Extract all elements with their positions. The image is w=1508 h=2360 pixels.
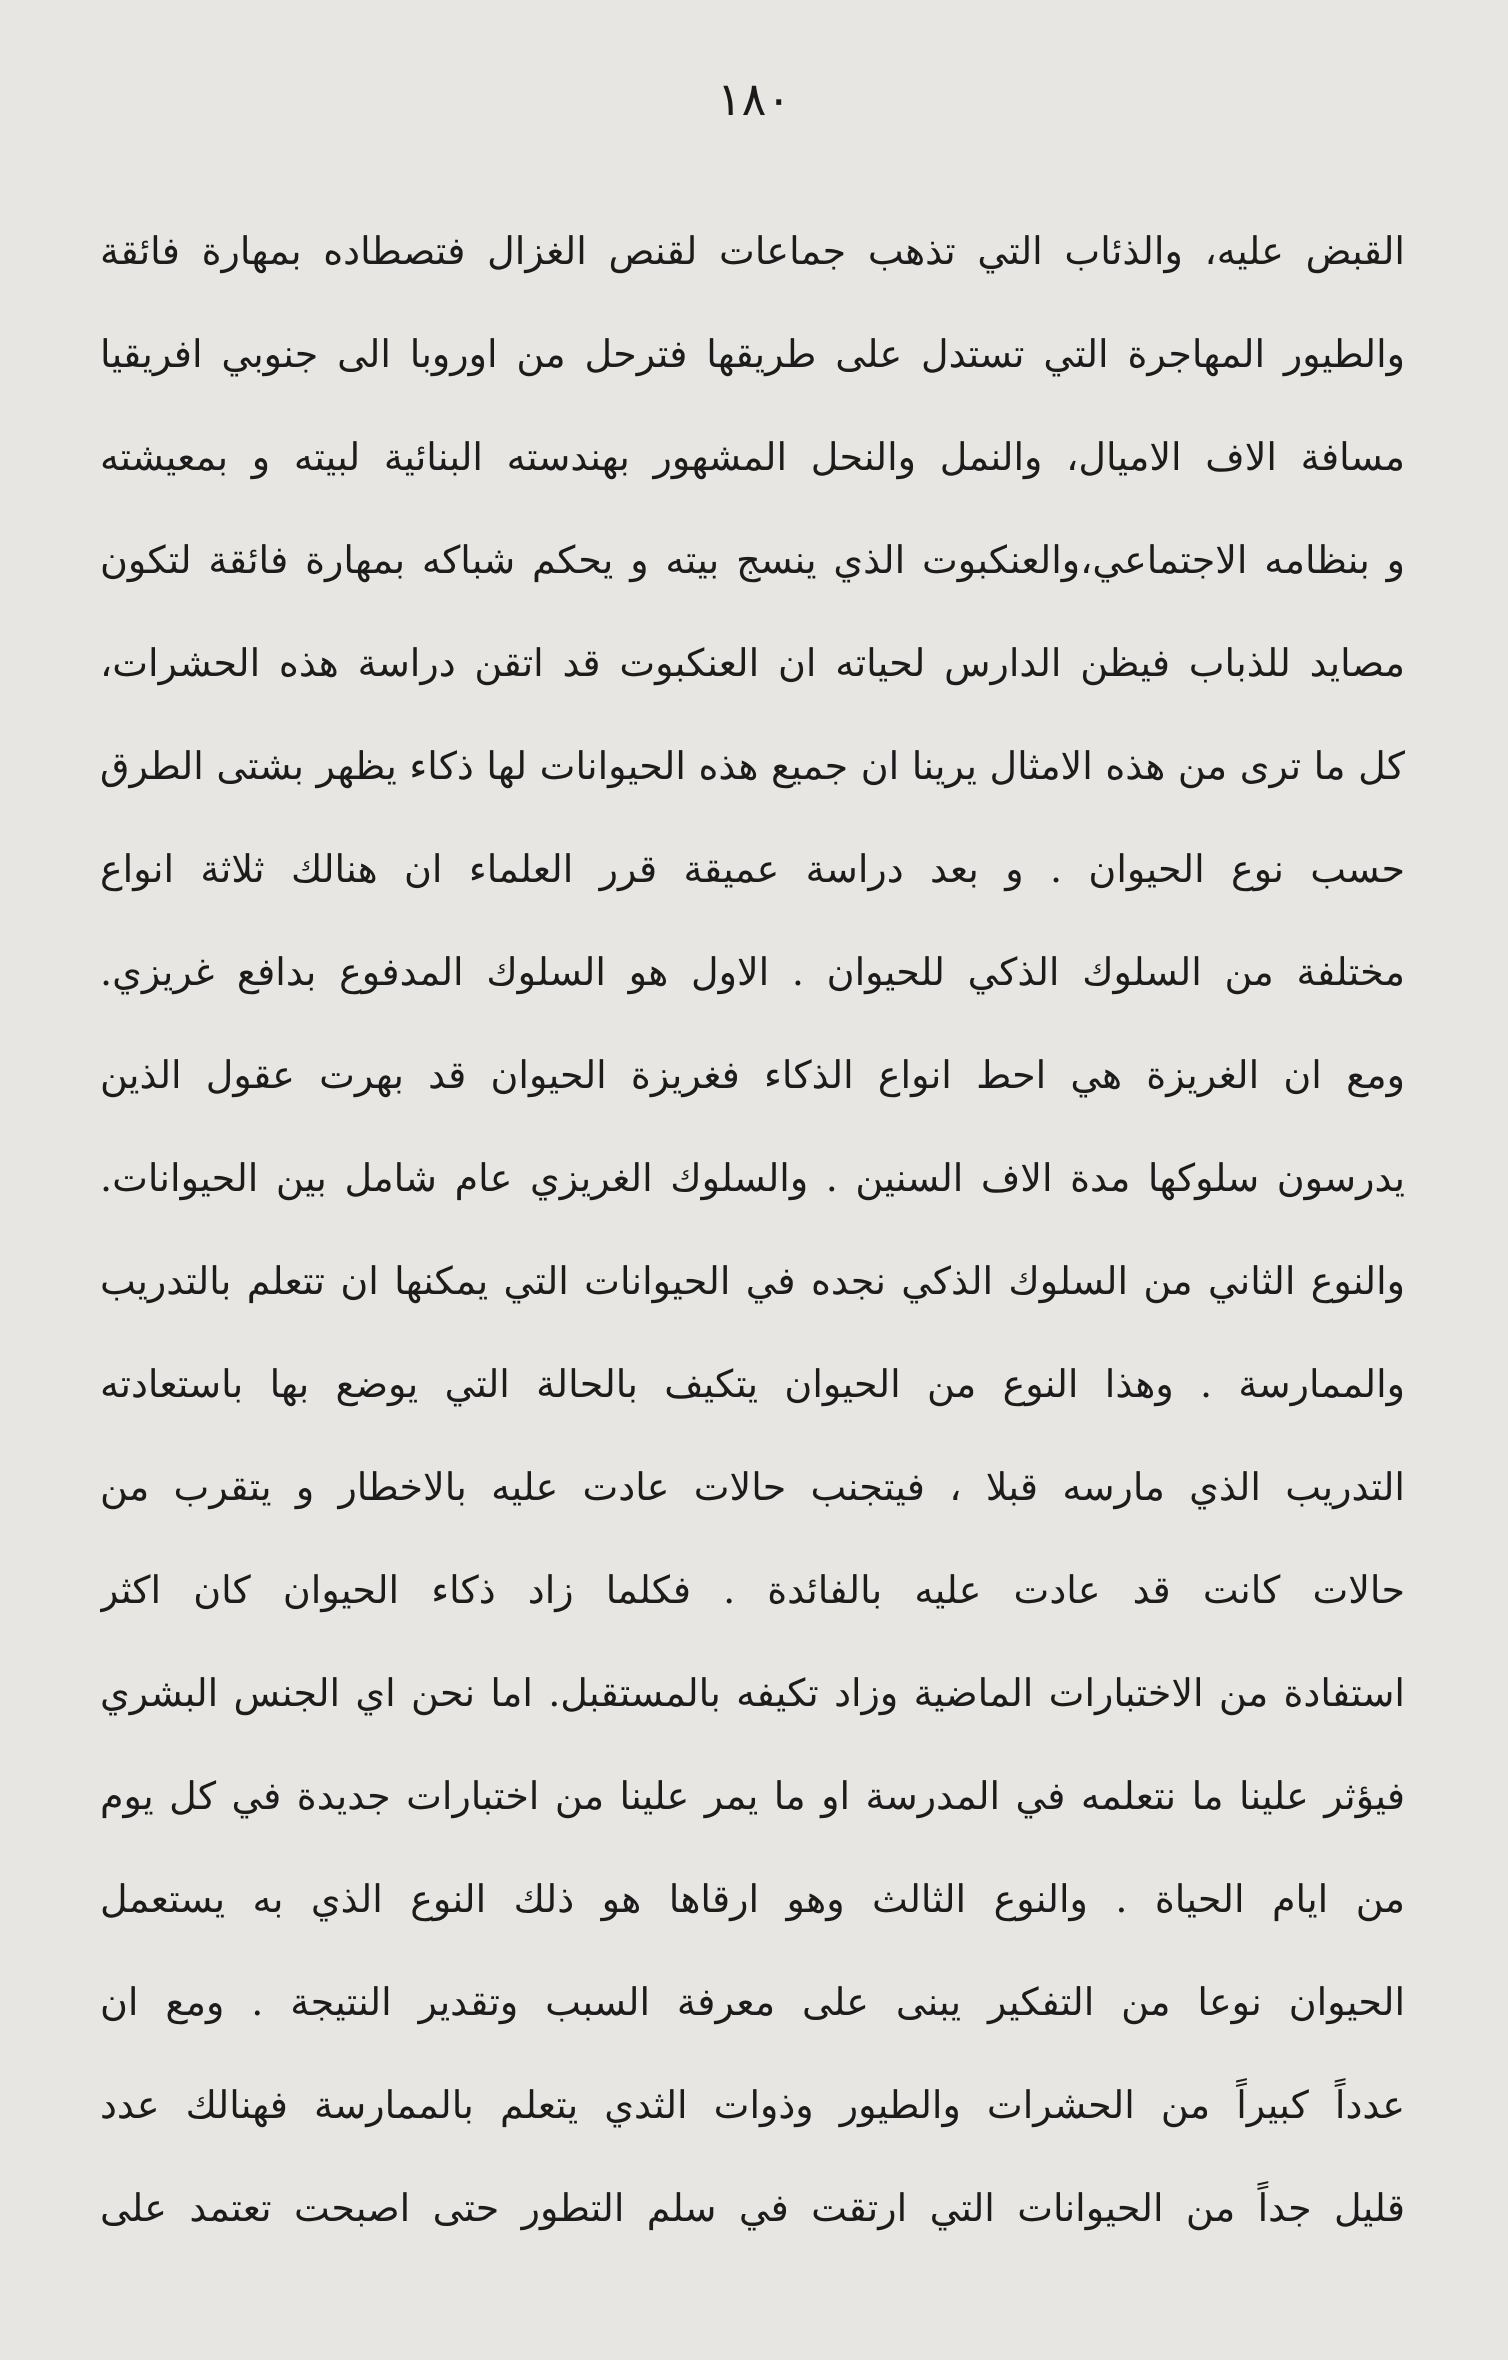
text-line: والنوع الثاني من السلوك الذكي نجده في الحيوانات التي يمكنها ان تتعلم بالتدريب xyxy=(100,1259,1405,1303)
text-line: مصايد للذباب فيظن الدارس لحياته ان العنكبوت قد اتقن دراسة هذه الحشرات، xyxy=(100,641,1405,685)
text-line: كل ما ترى من هذه الامثال يرينا ان جميع هذه الحيوانات لها ذكاء يظهر بشتى الطرق xyxy=(100,744,1405,788)
text-line: مختلفة من السلوك الذكي للحيوان . الاول هو السلوك المدفوع بدافع غريزي. xyxy=(100,950,1405,994)
text-line: مسافة الاف الاميال، والنمل والنحل المشهور بهندسته البنائية لبيته و بمعيشته xyxy=(100,435,1405,479)
text-line: يدرسون سلوكها مدة الاف السنين . والسلوك الغريزي عام شامل بين الحيوانات. xyxy=(100,1156,1405,1200)
body-text xyxy=(100,200,1405,2260)
text-line: عدداً كبيراً من الحشرات والطيور وذوات الثدي يتعلم بالممارسة فهنالك عدد xyxy=(100,2083,1405,2127)
page-number: ١٨٠ xyxy=(716,72,792,126)
text-line: القبض عليه، والذئاب التي تذهب جماعات لقنص الغزال فتصطاده بمهارة فائقة xyxy=(100,229,1405,273)
text-line: حسب نوع الحيوان . و بعد دراسة عميقة قرر العلماء ان هنالك ثلاثة انواع xyxy=(100,847,1405,891)
text-line: والممارسة . وهذا النوع من الحيوان يتكيف بالحالة التي يوضع بها باستعادته xyxy=(100,1362,1405,1406)
text-line: استفادة من الاختبارات الماضية وزاد تكيفه بالمستقبل. اما نحن اي الجنس البشري xyxy=(100,1671,1405,1715)
text-line: حالات كانت قد عادت عليه بالفائدة . فكلما زاد ذكاء الحيوان كان اكثر xyxy=(100,1568,1405,1612)
text-line: قليل جداً من الحيوانات التي ارتقت في سلم التطور حتى اصبحت تعتمد على xyxy=(100,2186,1405,2230)
text-line: و بنظامه الاجتماعي،والعنكبوت الذي ينسج بيته و يحكم شباكه بمهارة فائقة لتكون xyxy=(100,538,1405,582)
text-line: الحيوان نوعا من التفكير يبنى على معرفة السبب وتقدير النتيجة . ومع ان xyxy=(100,1980,1405,2024)
text-line: ومع ان الغريزة هي احط انواع الذكاء فغريزة الحيوان قد بهرت عقول الذين xyxy=(100,1053,1405,1097)
text-line: التدريب الذي مارسه قبلا ، فيتجنب حالات عادت عليه بالاخطار و يتقرب من xyxy=(100,1465,1405,1509)
text-line: من ايام الحياة . والنوع الثالث وهو ارقاها هو ذلك النوع الذي به يستعمل xyxy=(100,1877,1405,1921)
text-line: فيؤثر علينا ما نتعلمه في المدرسة او ما يمر علينا من اختبارات جديدة في كل يوم xyxy=(100,1774,1405,1818)
text-line: والطيور المهاجرة التي تستدل على طريقها فترحل من اوروبا الى جنوبي افريقيا xyxy=(100,332,1405,376)
